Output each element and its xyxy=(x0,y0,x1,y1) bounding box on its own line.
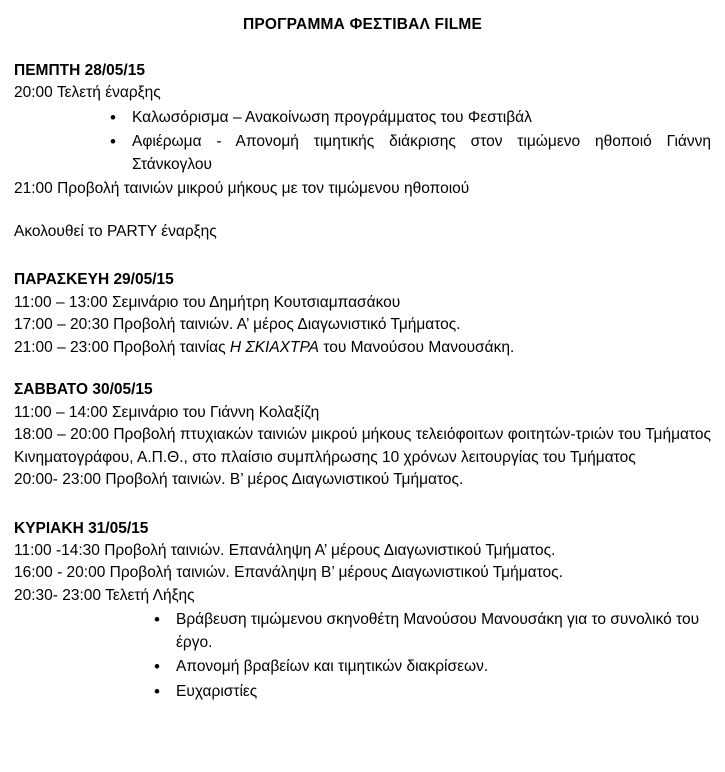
film-line-prefix: 21:00 – 23:00 Προβολή ταινίας xyxy=(14,338,230,356)
list-item: • Απονομή βραβείων και τιμητικών διακρίσεων. xyxy=(154,656,711,678)
spacer xyxy=(14,492,711,518)
bullet-list-thursday xyxy=(14,107,711,176)
spacer xyxy=(14,243,711,269)
event-line-thursday-opening: 20:00 Τελετή έναρξης xyxy=(14,84,161,102)
film-title: Η ΣΚΙΑΧΤΡΑ xyxy=(229,338,320,356)
event-line-sunday-repeat-a: 11:00 -14:30 Προβολή ταινιών. Επανάληψη Α’ μέρους Διαγωνιστικού Τμήματος. xyxy=(14,541,556,559)
event-line-sunday-repeat-b: 16:00 - 20:00 Προβολή ταινιών. Επανάληψη Β’ μέρους Διαγωνιστικού Τμήματος. xyxy=(14,564,563,582)
spacer xyxy=(14,201,711,221)
event-line-friday-seminar: 11:00 – 13:00 Σεμινάριο του Δημήτρη Κουτσιαμπασάκου xyxy=(14,293,401,311)
event-line-saturday-seminar: 11:00 – 14:00 Σεμινάριο του Γιάννη Κολαξίζη xyxy=(14,403,320,421)
day-heading-saturday: ΣΑΒΒΑΤΟ 30/05/15 xyxy=(14,381,153,399)
event-line-sunday-closing: 20:30- 23:00 Τελετή Λήξης xyxy=(14,586,195,604)
bullet-list-sunday xyxy=(14,609,711,703)
list-item: • Αφιέρωμα - Απονομή τιμητικής διάκρισης στον τιμώμενο ηθοποιό Γιάννη Στάνκογλου xyxy=(110,131,711,176)
event-line-friday-screening-a: 17:00 – 20:30 Προβολή ταινιών. Α’ μέρος Διαγωνιστικό Τμήματος. xyxy=(14,316,461,334)
list-item: • Βράβευση τιμώμενου σκηνοθέτη Μανούσου Μανουσάκη για το συνολικό του έργο. xyxy=(154,609,711,654)
event-paragraph-saturday-graduation-films: 18:00 – 20:00 Προβολή πτυχιακών ταινιών μικρού μήκους τελειόφοιτων φοιτητών-τριών του Τμήματος Κινηματογράφου, Α.Π.Θ., στο πλαίσιο συμπλήρωσης 10 χρόνων λειτουργίας του Τμήματος xyxy=(14,426,711,466)
day-heading-friday: ΠΑΡΑΣΚΕΥΗ 29/05/15 xyxy=(14,271,174,289)
list-item: • Ευχαριστίες xyxy=(154,681,711,703)
event-line-friday-film xyxy=(14,337,711,359)
list-item: • Καλωσόρισμα – Ανακοίνωση προγράμματος του Φεστιβάλ xyxy=(110,107,711,129)
day-heading-thursday: ΠΕΜΠΤΗ 28/05/15 xyxy=(14,62,145,79)
event-line-thursday-shorts: 21:00 Προβολή ταινιών μικρού μήκους με τον τιμώμενου ηθοποιού xyxy=(14,180,470,198)
day-heading-sunday: ΚΥΡΙΑΚΗ 31/05/15 xyxy=(14,519,149,537)
note-party: Ακολουθεί το PARTY έναρξης xyxy=(14,222,217,240)
film-line-suffix: του Μανούσου Μανουσάκη. xyxy=(319,338,515,356)
spacer xyxy=(14,359,711,379)
event-line-saturday-screening-b: 20:00- 23:00 Προβολή ταινιών. Β’ μέρος Διαγωνιστικού Τμήματος. xyxy=(14,471,464,489)
page-title: ΠΡΟΓΡΑΜΜΑ ΦΕΣΤΙΒΑΛ FILME xyxy=(242,16,483,33)
